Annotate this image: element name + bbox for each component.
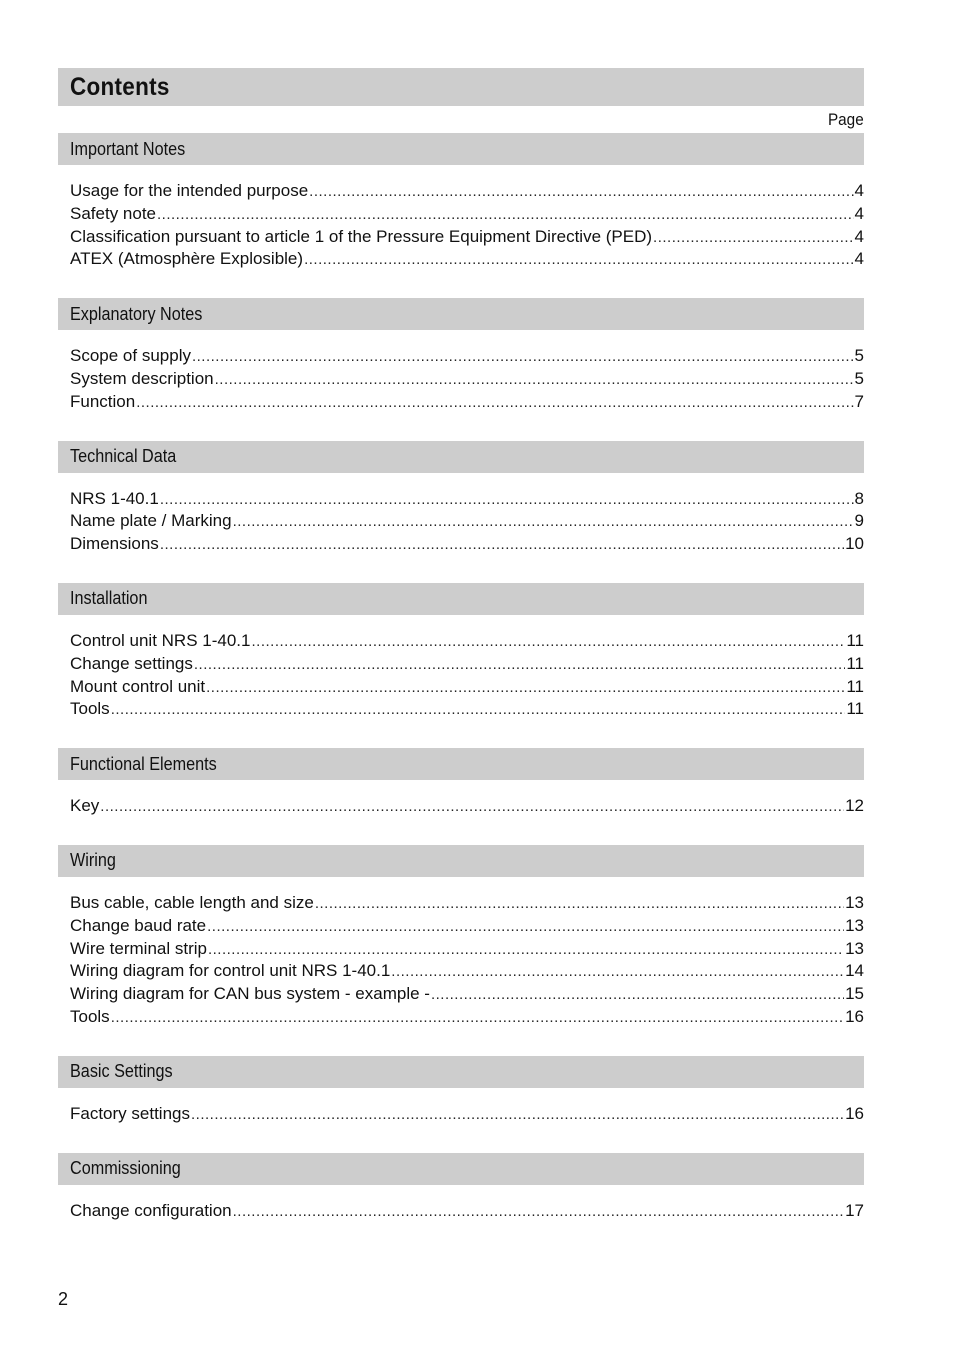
toc-entry-page: 4 — [854, 203, 864, 223]
toc-entry[interactable] — [58, 960, 864, 983]
dot-leader — [207, 916, 844, 939]
contents-page — [58, 68, 864, 1249]
toc-entry-page: 11 — [846, 653, 864, 673]
toc-entry-label: Control unit NRS 1-40.1 — [70, 630, 251, 650]
section-heading: Important Notes — [70, 138, 186, 159]
toc-section — [58, 748, 864, 818]
toc-entry-page: 13 — [845, 938, 864, 958]
toc-entry-page: 16 — [845, 1006, 864, 1026]
section-heading-bar — [58, 1056, 864, 1088]
toc-entry-page: 17 — [845, 1200, 864, 1220]
toc-entry-label: Change settings — [70, 653, 193, 673]
toc-entry-label: Dimensions — [70, 534, 159, 554]
toc-entry-label: Factory settings — [70, 1103, 190, 1123]
page-title: Contents — [70, 72, 170, 101]
toc-section — [58, 1056, 864, 1126]
toc-entry[interactable] — [58, 203, 864, 226]
toc-entry[interactable] — [58, 226, 864, 249]
toc-section — [58, 441, 864, 556]
page-column-label: Page — [828, 110, 864, 129]
section-entries — [58, 1088, 864, 1126]
toc-entry[interactable] — [58, 248, 864, 271]
toc-section — [58, 1153, 864, 1223]
toc-entry-page: 7 — [854, 391, 864, 411]
toc-section — [58, 845, 864, 1029]
toc-entry-label: Wiring diagram for control unit NRS 1-40.1 — [70, 961, 391, 981]
toc-entry-label: Tools — [70, 699, 110, 719]
section-heading: Functional Elements — [70, 753, 217, 774]
toc-entry-label: Name plate / Marking — [70, 511, 232, 531]
toc-entry-label: Key — [70, 796, 100, 816]
toc-entry[interactable] — [58, 510, 864, 533]
toc-entry[interactable] — [58, 368, 864, 391]
toc-entry-page: 4 — [854, 249, 864, 269]
toc-entry-page: 16 — [845, 1103, 864, 1123]
section-heading: Commissioning — [70, 1158, 181, 1179]
section-heading-bar — [58, 1153, 864, 1185]
toc-entry[interactable] — [58, 653, 864, 676]
dot-leader — [111, 699, 846, 722]
toc-entry-label: System description — [70, 368, 214, 388]
dot-leader — [111, 1007, 844, 1030]
dot-leader — [160, 534, 844, 557]
section-entries — [58, 1185, 864, 1223]
section-heading-bar — [58, 748, 864, 780]
table-of-contents — [58, 133, 864, 1222]
section-entries — [58, 330, 864, 413]
toc-section — [58, 298, 864, 413]
dot-leader — [192, 346, 854, 369]
dot-leader — [653, 227, 854, 250]
dot-leader — [233, 511, 854, 534]
toc-entry-page: 14 — [845, 961, 864, 981]
toc-entry[interactable] — [58, 983, 864, 1006]
dot-leader — [136, 392, 853, 415]
toc-entry-label: Wire terminal strip — [70, 938, 207, 958]
toc-entry-page: 10 — [845, 534, 864, 554]
toc-entry[interactable] — [58, 180, 864, 203]
section-heading: Installation — [70, 588, 148, 609]
dot-leader — [304, 249, 853, 272]
dot-leader — [215, 369, 854, 392]
page-column-header — [58, 106, 864, 133]
section-entries — [58, 165, 864, 271]
toc-entry-page: 15 — [845, 984, 864, 1004]
dot-leader — [315, 893, 844, 916]
section-heading-bar — [58, 133, 864, 165]
toc-entry-page: 5 — [854, 368, 864, 388]
toc-entry-label: Usage for the intended purpose — [70, 181, 309, 200]
toc-entry-label: Tools — [70, 1006, 110, 1026]
toc-section — [58, 133, 864, 271]
toc-entry[interactable] — [58, 345, 864, 368]
dot-leader — [191, 1104, 844, 1127]
section-entries — [58, 877, 864, 1029]
toc-entry-page: 4 — [854, 181, 864, 200]
contents-title-bar — [58, 68, 864, 106]
toc-entry-label: Bus cable, cable length and size — [70, 892, 314, 912]
toc-entry[interactable] — [58, 488, 864, 511]
toc-entry[interactable] — [58, 676, 864, 699]
toc-entry[interactable] — [58, 892, 864, 915]
dot-leader — [431, 984, 844, 1007]
toc-entry-label: Function — [70, 391, 136, 411]
toc-entry-page: 11 — [846, 630, 864, 650]
toc-entry[interactable] — [58, 630, 864, 653]
section-heading: Technical Data — [70, 446, 177, 467]
toc-entry-label: Classification pursuant to article 1 of the Pressure Equipment Directive (PED) — [70, 226, 653, 246]
section-entries — [58, 615, 864, 721]
dot-leader — [208, 939, 844, 962]
toc-entry-label: Change baud rate — [70, 915, 207, 935]
toc-entry[interactable] — [58, 698, 864, 721]
section-entries — [58, 780, 864, 818]
toc-entry[interactable] — [58, 915, 864, 938]
toc-entry-page: 5 — [854, 346, 864, 366]
dot-leader — [391, 961, 844, 984]
page-number: 2 — [58, 1289, 69, 1309]
toc-entry-page: 13 — [845, 915, 864, 935]
dot-leader — [233, 1201, 844, 1224]
dot-leader — [194, 654, 845, 677]
toc-entry-label: Change configuration — [70, 1200, 232, 1220]
toc-entry[interactable] — [58, 1006, 864, 1029]
dot-leader — [100, 796, 844, 819]
toc-entry-label: Mount control unit — [70, 676, 206, 696]
toc-entry-label: Scope of supply — [70, 346, 191, 366]
toc-entry[interactable] — [58, 533, 864, 556]
toc-entry-page: 11 — [846, 676, 864, 696]
toc-section — [58, 583, 864, 721]
toc-entry-page: 12 — [845, 796, 864, 816]
dot-leader — [160, 489, 854, 512]
toc-entry[interactable] — [58, 1200, 864, 1223]
toc-entry-page: 13 — [845, 892, 864, 912]
toc-entry[interactable] — [58, 795, 864, 818]
dot-leader — [251, 631, 845, 654]
toc-entry-page: 11 — [846, 699, 864, 719]
section-heading-bar — [58, 583, 864, 615]
toc-entry-label: ATEX (Atmosphère Explosible) — [70, 249, 304, 269]
section-entries — [58, 473, 864, 556]
section-heading-bar — [58, 441, 864, 473]
section-heading: Basic Settings — [70, 1061, 173, 1082]
section-heading-bar — [58, 298, 864, 330]
section-heading: Wiring — [70, 850, 116, 871]
toc-entry[interactable] — [58, 938, 864, 961]
dot-leader — [206, 677, 845, 700]
dot-leader — [309, 181, 853, 204]
section-heading-bar — [58, 845, 864, 877]
toc-entry[interactable] — [58, 391, 864, 414]
section-heading: Explanatory Notes — [70, 303, 203, 324]
toc-entry-page: 8 — [854, 488, 864, 508]
toc-entry-label: Wiring diagram for CAN bus system - example - — [70, 984, 430, 1004]
toc-entry-label: Safety note — [70, 203, 157, 223]
dot-leader — [157, 204, 854, 227]
toc-entry-page: 4 — [854, 226, 864, 246]
toc-entry[interactable] — [58, 1103, 864, 1126]
toc-entry-label: NRS 1-40.1 — [70, 488, 159, 508]
toc-entry-page: 9 — [854, 511, 864, 531]
